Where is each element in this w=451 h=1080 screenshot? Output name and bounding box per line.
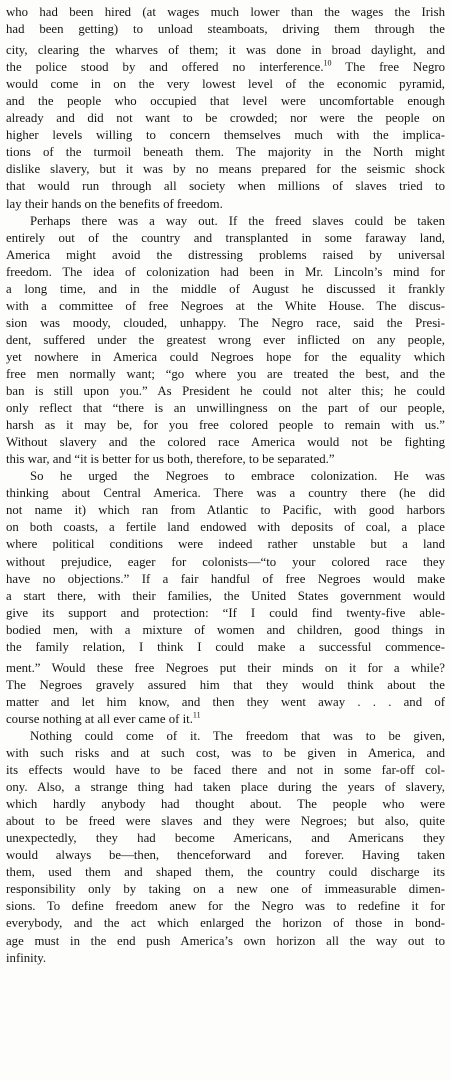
text-line: free men normally want; “go where you are treated the best, and the bbox=[6, 366, 445, 381]
text-line: ony. Also, a strange thing had taken place during the years of slavery, bbox=[6, 780, 445, 795]
text-line: about to be freed were slaves and they were Negroes; but also, quite bbox=[6, 814, 445, 829]
text-line: America might avoid the distressing problems raised by universal bbox=[6, 247, 445, 262]
text-line: bodied men, with a mixture of women and children, good things in bbox=[6, 622, 445, 637]
text-line: yet nowhere in America could Negroes hope for the equality which bbox=[6, 349, 445, 364]
text-line: with such risks and at such cost, was to be given in America, and bbox=[6, 746, 445, 761]
text-line: The Negroes gravely assured him that they would think about the bbox=[6, 677, 445, 692]
text-line: a long time, and in the middle of August he discussed it frankly bbox=[6, 281, 445, 296]
text-line: ban is still upon you.” As President he could not alter this; he could bbox=[6, 384, 445, 399]
text-line: on both coasts, a fertile land endowed with deposits of coal, a place bbox=[6, 520, 445, 535]
text-line: dislike slavery, but it was by no means prepared for the seismic shock bbox=[6, 162, 445, 177]
footnote-marker: 11 bbox=[192, 710, 201, 720]
text-segment: The free Negro bbox=[331, 60, 446, 75]
text-line: entirely out of the country and transplanted in some faraway land, bbox=[6, 230, 445, 245]
text-line: everybody, and the act which enlarged the horizon of those in bond- bbox=[6, 916, 445, 931]
text-line: infinity. bbox=[6, 950, 47, 965]
text-line: which hardly anybody had thought about. The people who were bbox=[6, 797, 445, 812]
text-line: and the people who occupied that level were uncomfortable enough bbox=[6, 94, 445, 109]
text-line: lay their hands on the benefits of freedom. bbox=[6, 196, 223, 211]
paragraph-2 bbox=[6, 213, 445, 469]
text-line: city, clearing the wharves of them; it was done in broad daylight, and bbox=[6, 43, 445, 58]
text-line: the family relation, I think I could make a successful commence- bbox=[6, 639, 445, 654]
text-segment: the police stood by and offered no interference. bbox=[6, 60, 324, 75]
footnote-marker: 10 bbox=[323, 58, 332, 68]
text-line: dent, suffered under the greatest wrong ever inflicted on any people, bbox=[6, 332, 445, 347]
text-line: responsibility only by taking on a new one of immeasurable dimen- bbox=[6, 882, 445, 897]
text-line: freedom. The idea of colonization had been in Mr. Lincoln’s mind for bbox=[6, 264, 445, 279]
text-line: them, used them and shaped them, the country could discharge its bbox=[6, 865, 445, 880]
text-line: higher levels willing to concern themselves much with the implica- bbox=[6, 128, 445, 143]
text-line: harsh as it may be, for you free colored people to remain with us.” bbox=[6, 418, 445, 433]
text-line: without prejudice, eager for colonists—“to your colored race they bbox=[6, 554, 445, 569]
text-line: a start there, with their families, the United States government would bbox=[6, 588, 445, 603]
paragraph-4 bbox=[6, 728, 445, 967]
text-line: would come in on the very lowest level of the economic pyramid, bbox=[6, 77, 445, 92]
text-line: already and did not want to be crowded; nor were the people on bbox=[6, 111, 445, 126]
text-line: that would run through all society when millions of slaves tried to bbox=[6, 179, 445, 194]
text-line-with-footnote bbox=[6, 59, 445, 76]
text-line: age must in the end push America’s own horizon all the way out to bbox=[6, 933, 445, 948]
text-line: only reflect that “there is an unwillingness on the part of our people, bbox=[6, 401, 445, 416]
text-line: So he urged the Negroes to embrace colonization. He was bbox=[30, 469, 445, 484]
text-line: tions of the turmoil beneath them. The majority in the North might bbox=[6, 145, 445, 160]
text-line: ment.” Would these free Negroes put their minds on it for a while? bbox=[6, 660, 445, 675]
text-line: sion was moody, clouded, unhappy. The Negro race, said the Presi- bbox=[6, 315, 445, 330]
text-line: who had been hired (at wages much lower than the wages the Irish bbox=[6, 5, 445, 19]
text-line: its effects would have to be faced there and not in some far-off col- bbox=[6, 763, 445, 778]
text-line: this war, and “it is better for us both, therefore, to be separated.” bbox=[6, 452, 335, 467]
text-line: give its support and protection: “If I could find twenty-five able- bbox=[6, 605, 445, 620]
paragraph-3 bbox=[6, 468, 445, 728]
text-line-with-footnote bbox=[6, 711, 445, 728]
paragraph-1 bbox=[6, 4, 445, 213]
text-line: matter and let him know, and then they went away . . . and of bbox=[6, 694, 445, 709]
text-line: Nothing could come of it. The freedom that was to be given, bbox=[30, 728, 445, 743]
text-segment: course nothing at all ever came of it. bbox=[6, 711, 193, 726]
text-line: with a committee of free Negroes at the White House. The discus- bbox=[6, 298, 445, 313]
text-line: have no objections.” If a fair handful of free Negroes would make bbox=[6, 571, 445, 586]
text-line: would always be—then, thenceforward and forever. Having taken bbox=[6, 848, 445, 863]
text-line: where political conditions were indeed rather unstable but a land bbox=[6, 537, 445, 552]
text-line: unexpectedly, they had become Americans, and Americans they bbox=[6, 831, 445, 846]
text-line: thinking about Central America. There was a country there (he did bbox=[6, 486, 445, 501]
text-line: Without slavery and the colored race America would not be fighting bbox=[6, 435, 445, 450]
text-line: sions. To define freedom anew for the Negro was to redefine it for bbox=[6, 899, 445, 914]
text-line: not name it) which ran from Atlantic to Pacific, with good harbors bbox=[6, 503, 445, 518]
text-line: had been getting) to unload steamboats, driving them through the bbox=[6, 22, 445, 37]
text-line: Perhaps there was a way out. If the freed slaves could be taken bbox=[30, 213, 445, 228]
